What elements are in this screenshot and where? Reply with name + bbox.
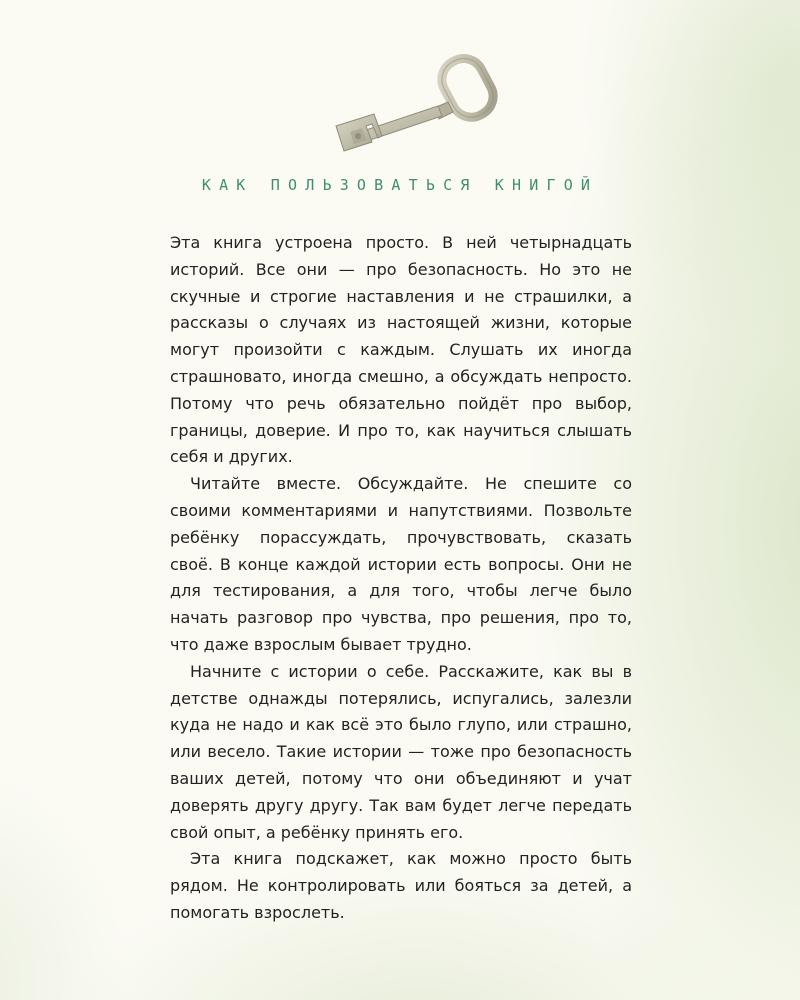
paragraph: Начните с истории о себе. Расскажите, как вы в детстве однажды потерялись, испугались, залезли куда не надо и как всё это было глупо, или страшно, или весело. Такие истории — тоже про безопасность ваших детей, потому что они объединяют и учат доверять другу другу. Так вам будет легче передать свой опыт, а ребёнку принять его. <box>170 661 632 842</box>
body-text <box>170 230 632 927</box>
paragraph: Читайте вместе. Обсуждайте. Не спешите со своими комментариями и напутствиями. Позвольте ребёнку порассуждать, прочувствовать, сказать своё. В конце каждой истории есть вопросы. Они не для тестирования, а для того, чтобы легче было начать разговор про чувства, про решения, про то, что даже взрослым бывает трудно. <box>170 474 632 654</box>
key-icon <box>322 52 502 160</box>
paragraph: Эта книга устроена просто. В ней четырнадцать историй. Все они — про безопасность. Но это не скучные и строгие наставления и не страшилки, а рассказы о случаях из настоящей жизни, которые могут произойти с каждым. Слушать их иногда страшновато, иногда смешно, а обсуждать непросто. Потому что речь обязательно пойдёт про выбор, границы, доверие. И про то, как научиться слышать себя и других. <box>170 233 632 467</box>
page-title: КАК ПОЛЬЗОВАТЬСЯ КНИГОЙ <box>201 176 599 194</box>
paragraph: Эта книга подскажет, как можно просто быть рядом. Не контролировать или бояться за детей, а помогать взрослеть. <box>170 849 632 922</box>
